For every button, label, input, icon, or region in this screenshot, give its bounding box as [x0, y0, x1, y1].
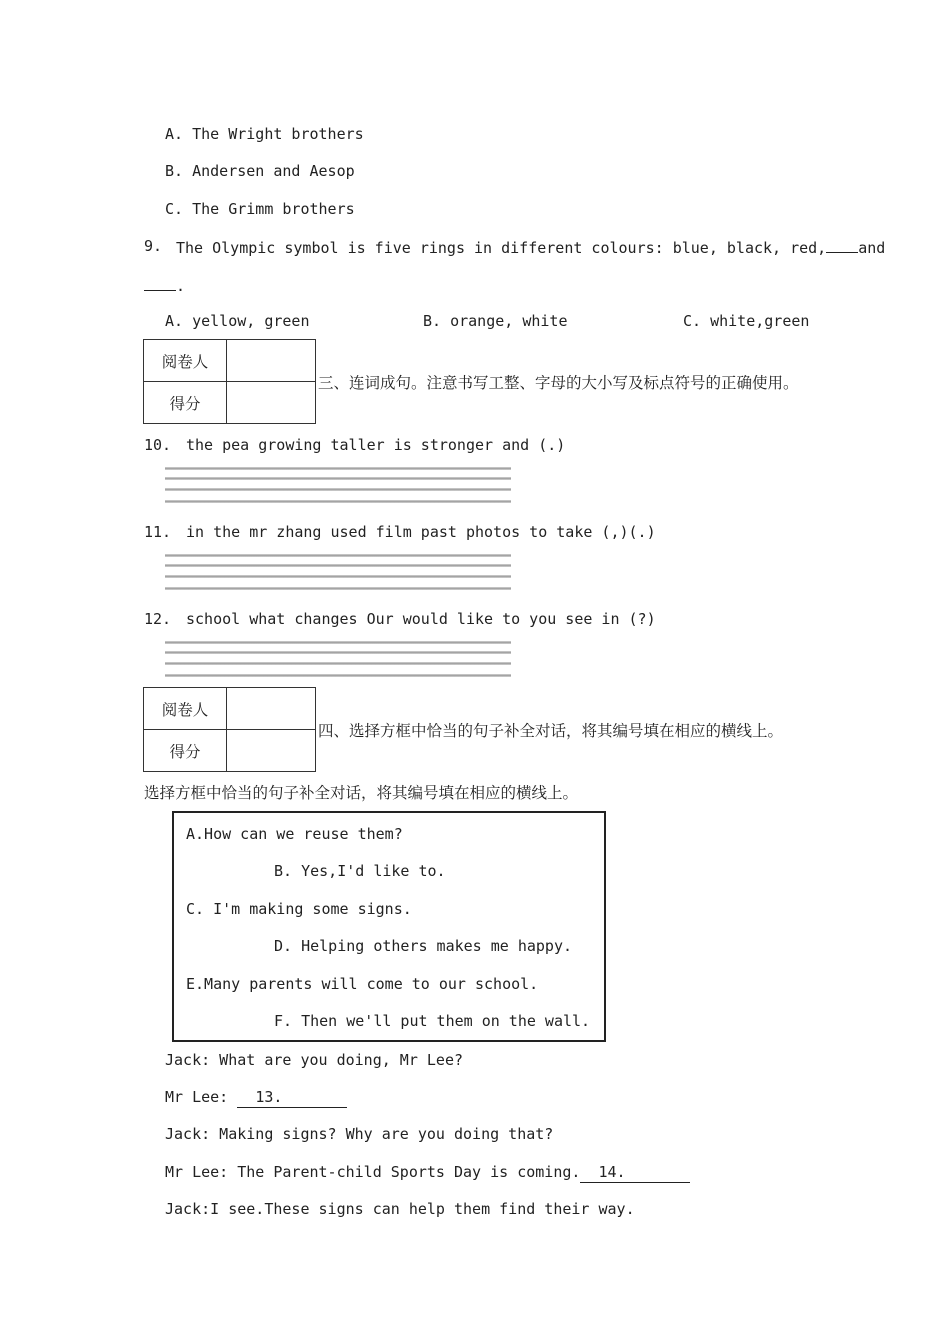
q10-writing-lines[interactable] — [165, 467, 511, 505]
option-f: F. Then we'll put them on the wall. — [274, 1012, 591, 1030]
score-cell — [227, 382, 316, 424]
q11-writing-lines[interactable] — [165, 554, 511, 592]
q9-blank-2 — [144, 274, 176, 291]
q12-writing-lines[interactable] — [165, 641, 511, 679]
option-b: B. Yes,I'd like to. — [274, 862, 446, 880]
q11-words: in the mr zhang used film past photos to take (,)(.) — [186, 523, 656, 541]
option-d: D. Helping others makes me happy. — [274, 937, 573, 955]
q9-option-c: C. white,green — [683, 312, 810, 330]
q8-option-c: C. The Grimm brothers — [165, 200, 355, 218]
section4-instruction: 选择方框中恰当的句子补全对话，将其编号填在相应的横线上。 — [144, 784, 579, 802]
q9-text-cont — [144, 274, 185, 296]
option-a: A.How can we reuse them? — [186, 825, 403, 843]
dialogue-line-5: Jack:I see.These signs can help them find their way. — [165, 1200, 635, 1218]
score-label: 得分 — [144, 730, 227, 772]
score-label: 得分 — [144, 382, 227, 424]
q10-number: 10. — [144, 436, 172, 454]
q12-number: 12. — [144, 610, 172, 628]
answer-blank-13[interactable] — [237, 1087, 347, 1108]
q9-option-a: A. yellow, green — [165, 312, 310, 330]
reviewer-label: 阅卷人 — [144, 688, 227, 730]
option-c: C. I'm making some signs. — [186, 900, 412, 918]
q9-number: 9. — [144, 237, 163, 255]
q9-option-b: B. orange, white — [423, 312, 568, 330]
reviewer-cell — [227, 688, 316, 730]
q10-words: the pea growing taller is stronger and (.) — [186, 436, 566, 454]
blank-13-label: 13. — [255, 1088, 283, 1106]
q8-option-b: B. Andersen and Aesop — [165, 162, 355, 180]
score-box-section4 — [143, 687, 316, 772]
score-cell — [227, 730, 316, 772]
reviewer-label: 阅卷人 — [144, 340, 227, 382]
section4-title: 四、选择方框中恰当的句子补全对话，将其编号填在相应的横线上。 — [318, 722, 784, 740]
dialogue-line-2-prefix: Mr Lee: — [165, 1088, 238, 1106]
dialogue-line-3: Jack: Making signs? Why are you doing that? — [165, 1125, 554, 1143]
dialogue-line-4 — [165, 1162, 690, 1183]
q12-words: school what changes Our would like to you see in (?) — [186, 610, 656, 628]
option-e: E.Many parents will come to our school. — [186, 975, 539, 993]
dialogue-line-1: Jack: What are you doing, Mr Lee? — [165, 1051, 464, 1069]
options-box — [172, 811, 606, 1042]
dialogue-line-2 — [165, 1087, 347, 1108]
q9-text — [176, 236, 885, 258]
q11-number: 11. — [144, 523, 172, 541]
q9-blank-1 — [826, 236, 858, 253]
score-box-section3 — [143, 339, 316, 424]
blank-14-label: 14. — [598, 1163, 626, 1181]
q9-text-part1: The Olympic symbol is five rings in different colours: blue, black, red, — [176, 239, 827, 257]
answer-blank-14[interactable] — [580, 1162, 690, 1183]
q9-text-end: . — [176, 277, 186, 295]
q9-text-and: and — [858, 239, 886, 257]
section3-title: 三、连词成句。注意书写工整、字母的大小写及标点符号的正确使用。 — [318, 374, 799, 392]
dialogue-line-4-prefix: Mr Lee: The Parent-child Sports Day is coming. — [165, 1163, 581, 1181]
reviewer-cell — [227, 340, 316, 382]
q8-option-a: A. The Wright brothers — [165, 125, 364, 143]
